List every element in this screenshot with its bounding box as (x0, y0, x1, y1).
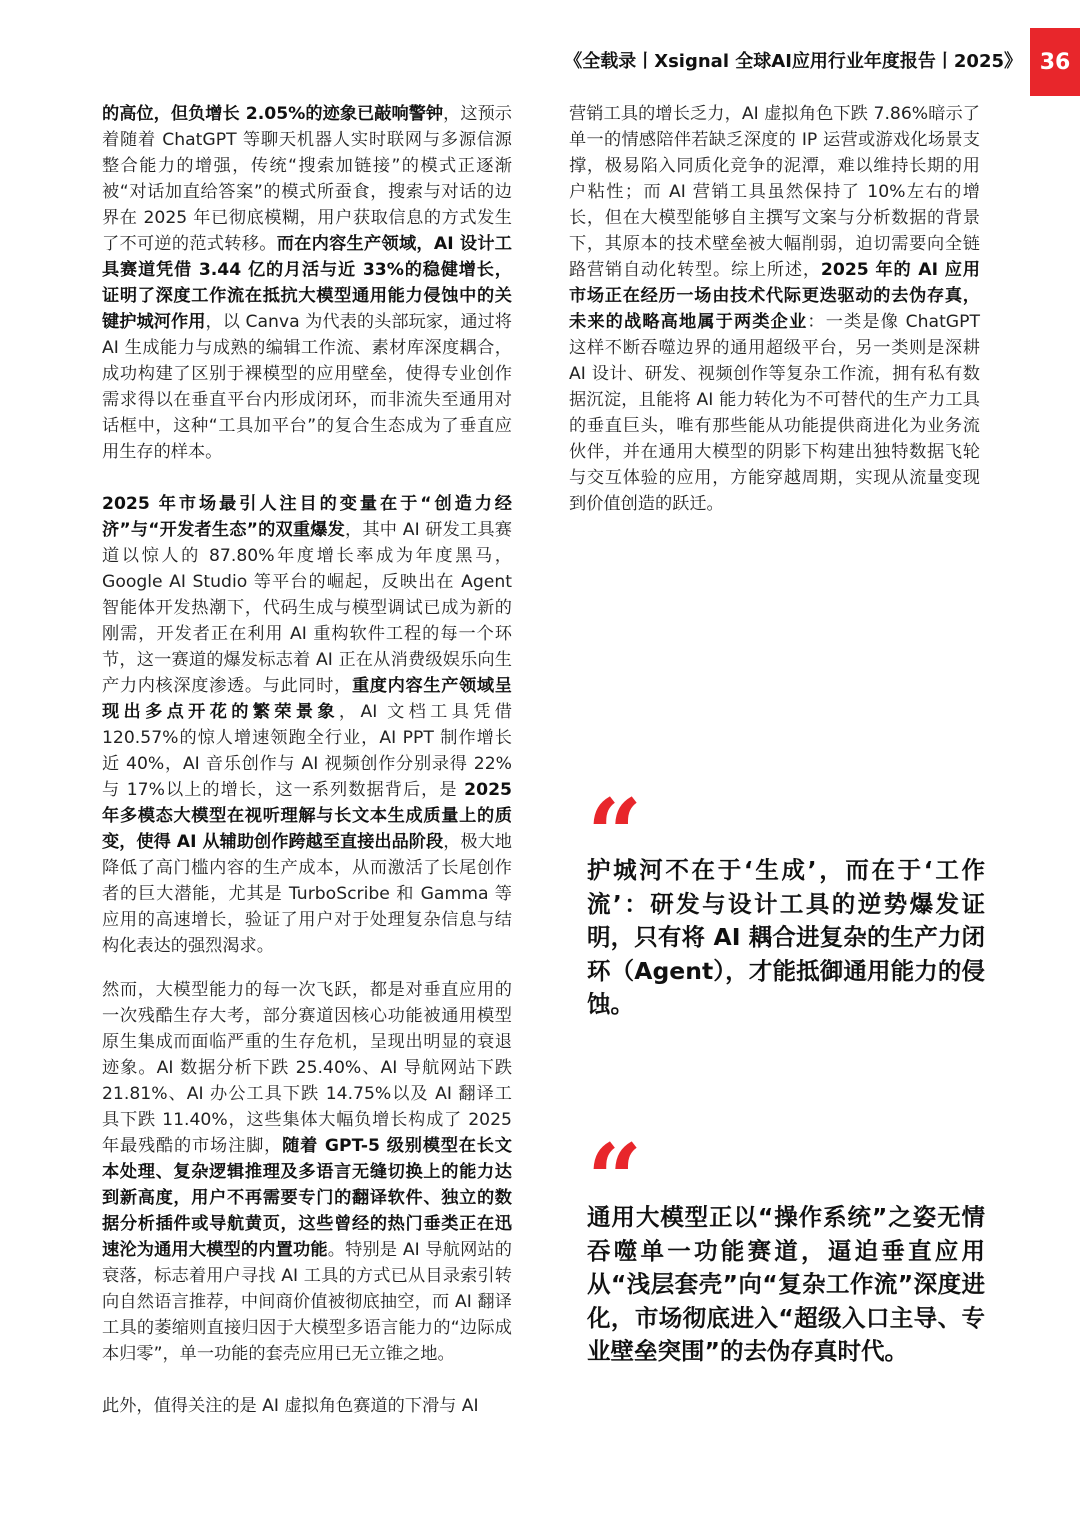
body-text: 。特别是 AI 导航网站的衰落，标志着用户寻找 AI 工具的方式已从目录索引转向自然语言推荐，中间商价值被彻底抽空，而 AI 翻译工具的萎缩则直接归因于大模型多语言能力的“边际成本归零”，单一功能的套壳应用已无立锥之地。 (102, 1240, 512, 1364)
paragraph-decline (102, 977, 512, 1367)
page-number-badge: 36 (1030, 28, 1080, 96)
paragraph-conclusion (569, 101, 980, 517)
bold-text: 2025 年市场最引人注目的变量在于“创造力经济”与“开发者生态”的双重爆发 (102, 494, 512, 540)
bold-text: 2025 年的 AI 应用市场正在经历一场由技术代际更迭驱动的去伪存真，未来的战略高地属于两类企业 (569, 260, 980, 332)
body-text: ，这预示着随着 ChatGPT 等聊天机器人实时联网与多源信源整合能力的增强，传统“搜索加链接”的模式正逐渐被“对话加直给答案”的模式所蚕食，搜索与对话的边界在 2025 年已彻底模糊，用户获取信息的方式发生了不可逆的范式转移。 (102, 104, 512, 254)
report-title: 《全载录丨Xsignal 全球AI应用行业年度报告丨2025》 (564, 51, 1022, 72)
pull-quote-text: 通用大模型正以“操作系统”之姿无情吞噬单一功能赛道，逼迫垂直应用从“浅层套壳”向“复杂工作流”深度进化，市场彻底进入“超级入口主导、专业壁垒突围”的去伪存真时代。 (587, 1203, 985, 1365)
right-column (569, 101, 980, 517)
body-text: ，极大地降低了高门槛内容的生产成本，从而激活了长尾创作者的巨大潜能，尤其是 TurboScribe 和 Gamma 等应用的高速增长，验证了用户对于处理复杂信息与结构化表达的强烈渴求。 (102, 832, 512, 956)
pull-quote-text: 护城河不在于‘生成’，而在于‘工作流’：研发与设计工具的逆势爆发证明，只有将 AI 耦合进复杂的生产力闭环（Agent），才能抵御通用能力的侵蚀。 (587, 856, 985, 1018)
pull-quote-os (587, 1123, 985, 1369)
pull-quote-workflow (587, 778, 985, 1022)
body-text: ，其中 AI 研发工具赛道以惊人的 87.80%年度增长率成为年度黑马，Google AI Studio 等平台的崛起，反映出在 Agent 智能体开发热潮下，代码生成与模型调试已成为新的刚需，开发者正在利用 AI 重构软件工程的每一个环节，这一赛道的爆发标志着 AI 正在从消费级娱乐向生产力内核深度渗透。与此同时， (102, 520, 512, 696)
bold-text: 而在内容生产领域，AI 设计工具赛道凭借 3.44 亿的月活与近 33%的稳健增长，证明了深度工作流在抵抗大模型通用能力侵蚀中的关键护城河作用 (102, 234, 512, 332)
body-text: ，以 Canva 为代表的头部玩家，通过将 AI 生成能力与成熟的编辑工作流、素材库深度耦合，成功构建了区别于裸模型的应用壁垒，使得专业创作需求得以在垂直平台内形成闭环，而非流失至通用对话框中，这种“工具加平台”的复合生态成为了垂直应用生存的样本。 (102, 312, 512, 462)
paragraph-virtual-role-start: 此外，值得关注的是 AI 虚拟角色赛道的下滑与 AI (102, 1396, 479, 1416)
bold-text: 2025 年多模态大模型在视听理解与长文本生成质量上的质变，使得 AI 从辅助创作跨越至直接出品阶段 (102, 780, 512, 852)
bold-text: 的高位，但负增长 2.05%的迹象已敲响警钟 (102, 104, 444, 124)
bold-text: 重度内容生产领域呈现出多点开花的繁荣景象 (102, 676, 512, 722)
quote-mark-icon: “ (587, 778, 637, 891)
paragraph-search-and-design (102, 101, 512, 465)
body-text: ：一类是像 ChatGPT 这样不断吞噬边界的通用超级平台，另一类则是深耕 AI 设计、研发、视频创作等复杂工作流，拥有私有数据沉淀，且能将 AI 能力转化为不可替代的生产力工具的垂直巨头，唯有那些能从功能提供商进化为业务流伙伴，并在通用大模型的阴影下构建出独特数据飞轮与交互体验的应用，方能穿越周期，实现从流量变现到价值创造的跃迁。 (569, 312, 980, 514)
quote-mark-icon: “ (587, 1123, 637, 1236)
bold-text: 随着 GPT-5 级别模型在长文本处理、复杂逻辑推理及多语言无缝切换上的能力达到新高度，用户不再需要专门的翻译软件、独立的数据分析插件或导航黄页，这些曾经的热门垂类正在迅速沦为通用大模型的内置功能 (102, 1136, 512, 1260)
left-column (102, 101, 512, 1419)
body-text: 然而，大模型能力的每一次飞跃，都是对垂直应用的一次残酷生存大考，部分赛道因核心功能被通用模型原生集成而面临严重的生存危机，呈现出明显的衰退迹象。AI 数据分析下跌 25.40%、AI 导航网站下跌 21.81%、AI 办公工具下跌 14.75%以及 AI 翻译工具下跌 11.40%，这些集体大幅负增长构成了 2025 年最残酷的市场注脚， (102, 980, 512, 1156)
paragraph-creator-economy (102, 491, 512, 959)
body-text: ，AI 文档工具凭借 120.57%的惊人增速领跑全行业，AI PPT 制作增长近 40%，AI 音乐创作与 AI 视频创作分别录得 22%与 17%以上的增长，这一系列数据背后，是 (102, 702, 512, 800)
body-text: 营销工具的增长乏力，AI 虚拟角色下跌 7.86%暗示了单一的情感陪伴若缺乏深度的 IP 运营或游戏化场景支撑，极易陷入同质化竞争的泥潭，难以维持长期的用户粘性；而 AI 营销工具虽然保持了 10%左右的增长，但在大模型能够自主撰写文案与分析数据的背景下，其原本的技术壁垒被大幅削弱，迫切需要向全链路营销自动化转型。综上所述， (569, 104, 980, 280)
